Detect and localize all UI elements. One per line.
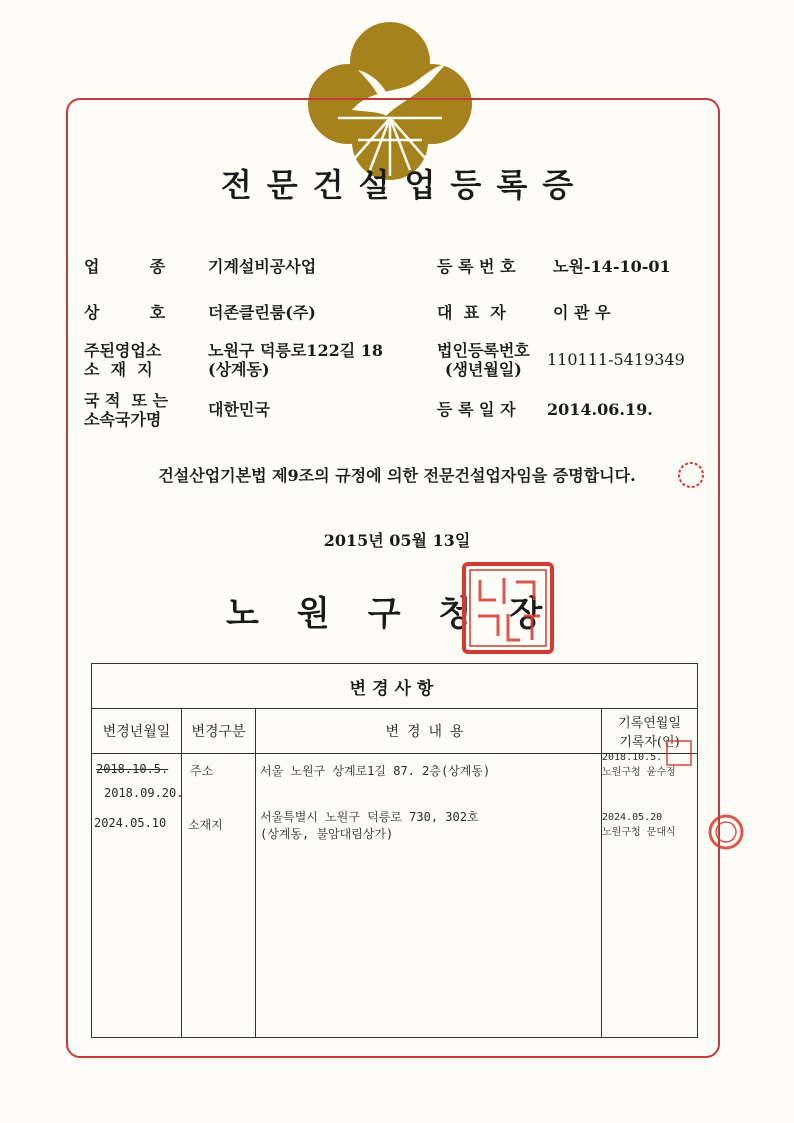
entry-1-record: 2018.10.5. 노원구청 윤수정 <box>602 752 676 778</box>
changes-title: 변경사항 <box>92 664 698 709</box>
field-value-company-name: 더존클린룸(주) <box>208 303 316 322</box>
record-seal-1-icon <box>664 738 694 772</box>
record-seal-2-icon <box>706 812 746 856</box>
field-value-representative: 이 관 우 <box>553 303 611 322</box>
entry-1-content: 서울 노원구 상계로1길 87. 2층(상계동) <box>260 764 491 778</box>
entry-2-record: 2024.05.20 노원구청 문대식 <box>602 812 676 838</box>
certification-statement: 건설산업기본법 제9조의 규정에 의한 전문건설업자임을 증명합니다. <box>158 466 636 485</box>
body-col-record <box>602 754 698 1038</box>
field-label-business-type: 업 종 <box>84 257 166 276</box>
body-col-content <box>256 754 602 1038</box>
header-record: 기록연월일 기록자(인) <box>602 709 698 754</box>
header-change-content: 변경내용 <box>256 709 602 754</box>
entry-1-struck-date: 2018.10.5. <box>96 762 169 776</box>
body-col-type <box>182 754 256 1038</box>
header-change-date: 변경년월일 <box>92 709 182 754</box>
small-seal-icon <box>676 460 706 494</box>
issue-date: 2015년 05월 13일 <box>323 531 471 550</box>
entry-1-type: 주소 <box>190 764 214 778</box>
field-label-registration-number: 등 록 번 호 <box>437 257 516 276</box>
field-label-representative: 대 표 자 <box>437 303 506 322</box>
field-value-main-office: 노원구 덕릉로122길 18 (상계동) <box>208 341 383 379</box>
changes-table <box>91 663 698 1038</box>
entry-2-type: 소재지 <box>188 818 223 832</box>
field-value-registration-number: 노원-14-10-01 <box>553 257 671 276</box>
official-seal-icon <box>460 560 556 660</box>
entry-1-date: 2018.09.20. <box>104 786 184 800</box>
field-label-main-office: 주된영업소 소 재 지 <box>84 341 162 379</box>
entry-2-content: 서울특별시 노원구 덕릉로 730, 302호 (상계동, 불암대림상가) <box>260 810 479 841</box>
field-value-corporate-number: 110111-5419349 <box>547 350 685 369</box>
entry-2-date: 2024.05.10 <box>94 816 167 830</box>
field-label-registration-date: 등 록 일 자 <box>437 400 516 419</box>
field-value-registration-date: 2014.06.19. <box>547 400 653 419</box>
document-title: 전문건설업등록증 <box>220 166 589 204</box>
field-label-company-name: 상 호 <box>84 303 166 322</box>
field-label-nationality: 국 적 또 는 소속국가명 <box>84 391 169 429</box>
field-label-corporate-number: 법인등록번호 (생년월일) <box>437 341 530 379</box>
header-change-type: 변경구분 <box>182 709 256 754</box>
field-value-nationality: 대한민국 <box>208 400 270 419</box>
issuer-name: 노원구청장 <box>226 594 581 634</box>
field-value-business-type: 기계설비공사업 <box>208 257 317 276</box>
